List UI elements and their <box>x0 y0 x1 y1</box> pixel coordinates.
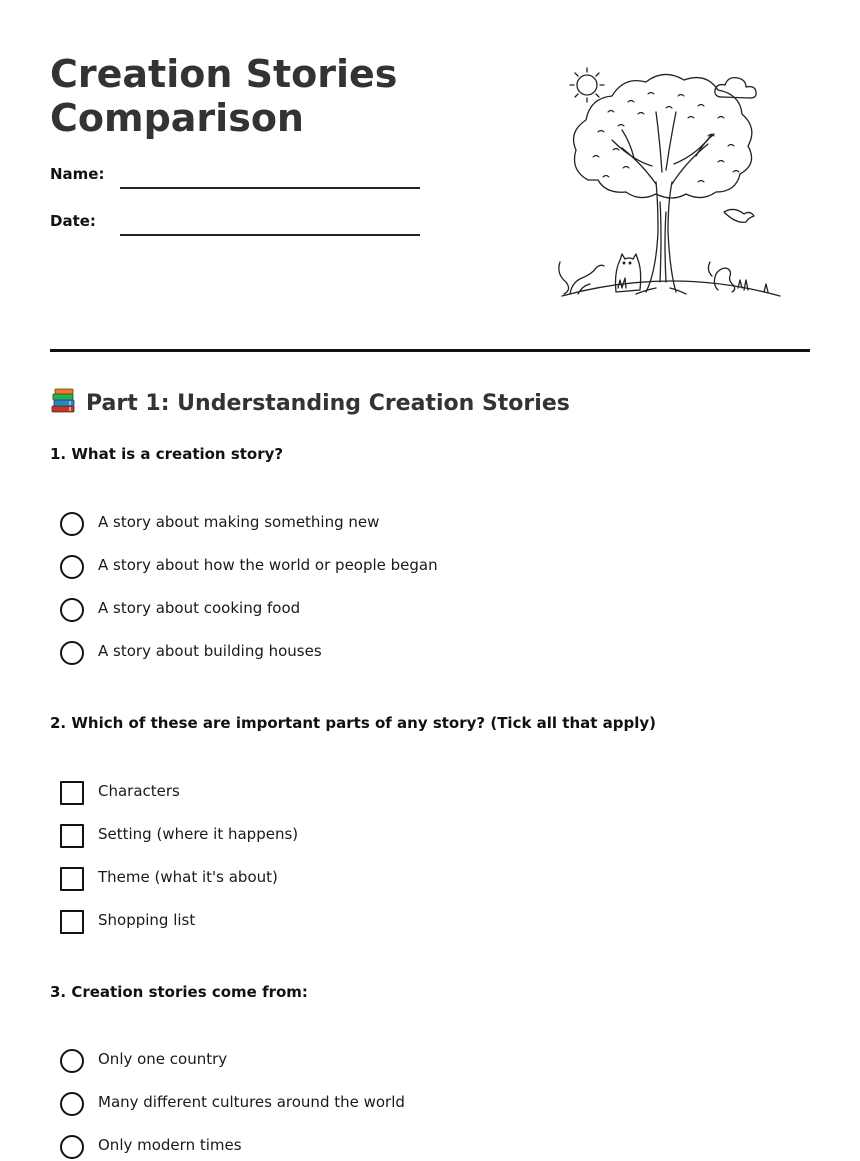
q1-option-3[interactable] <box>60 597 760 623</box>
date-field <box>50 212 430 236</box>
radio-button[interactable] <box>60 555 84 579</box>
q3-option-3[interactable] <box>60 1134 760 1160</box>
books-icon <box>50 388 78 414</box>
q3-option-2[interactable] <box>60 1091 760 1117</box>
q2-option-1[interactable] <box>60 780 760 806</box>
question-1: 1. What is a creation story? <box>50 445 284 463</box>
option-label: Setting (where it happens) <box>98 825 299 843</box>
option-label: Characters <box>98 782 180 800</box>
q2-option-4[interactable] <box>60 909 760 935</box>
part1-heading-text: Part 1: Understanding Creation Stories <box>86 391 570 416</box>
name-label: Name: <box>50 165 105 183</box>
option-label: A story about cooking food <box>98 599 301 617</box>
q2-option-2[interactable] <box>60 823 760 849</box>
radio-button[interactable] <box>60 1092 84 1116</box>
option-label: A story about how the world or people began <box>98 556 438 574</box>
worksheet-title: Creation Stories Comparison <box>50 52 398 140</box>
radio-button[interactable] <box>60 1049 84 1073</box>
question-2: 2. Which of these are important parts of any story? (Tick all that apply) <box>50 714 657 732</box>
radio-button[interactable] <box>60 512 84 536</box>
radio-button[interactable] <box>60 1135 84 1159</box>
option-label: A story about making something new <box>98 513 380 531</box>
option-label: Only modern times <box>98 1136 242 1154</box>
q1-option-2[interactable] <box>60 554 760 580</box>
q1-option-1[interactable] <box>60 511 760 537</box>
option-label: Theme (what it's about) <box>98 868 278 886</box>
checkbox[interactable] <box>60 910 84 934</box>
radio-button[interactable] <box>60 641 84 665</box>
q3-option-1[interactable] <box>60 1048 760 1074</box>
name-field <box>50 165 430 189</box>
checkbox[interactable] <box>60 824 84 848</box>
question-3: 3. Creation stories come from: <box>50 983 308 1001</box>
radio-button[interactable] <box>60 598 84 622</box>
checkbox[interactable] <box>60 781 84 805</box>
option-label: Shopping list <box>98 911 196 929</box>
tree-with-animals-illustration <box>548 62 788 304</box>
option-label: A story about building houses <box>98 642 322 660</box>
date-label: Date: <box>50 212 96 230</box>
option-label: Only one country <box>98 1050 228 1068</box>
name-input-line[interactable] <box>120 187 420 189</box>
q1-option-4[interactable] <box>60 640 760 666</box>
date-input-line[interactable] <box>120 234 420 236</box>
checkbox[interactable] <box>60 867 84 891</box>
q2-option-3[interactable] <box>60 866 760 892</box>
option-label: Many different cultures around the world <box>98 1093 405 1111</box>
part1-heading <box>50 388 570 419</box>
header-divider <box>50 349 810 352</box>
